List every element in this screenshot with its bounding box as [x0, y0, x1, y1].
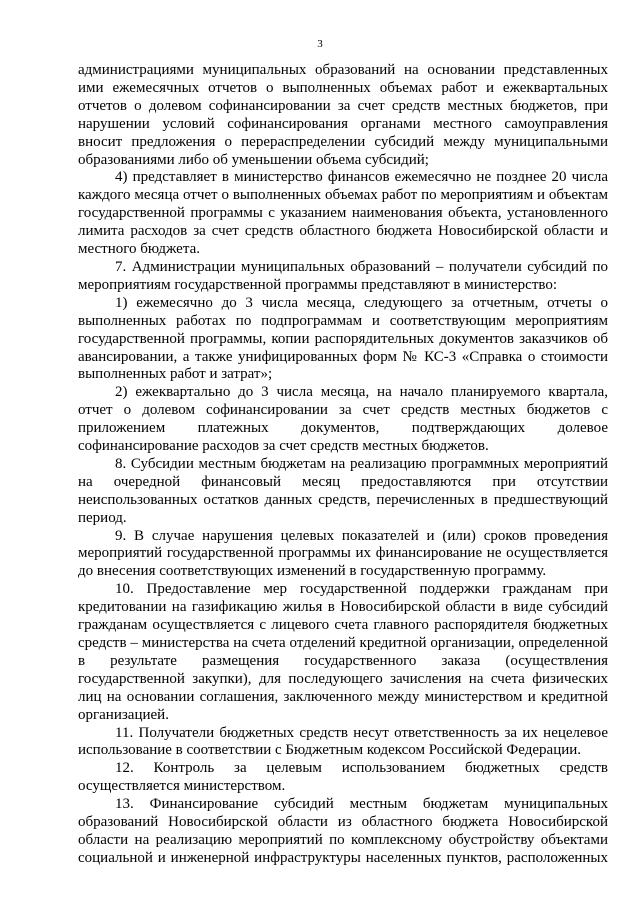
paragraph-section-9: 9. В случае нарушения целевых показателей и (или) сроков проведения мероприятий государственной программы их финансирование не осуществляется до внесения соответствующих изменений в государственную программу. [78, 527, 608, 580]
paragraph-section-8: 8. Субсидии местным бюджетам на реализацию программных мероприятий на очередной финансовый месяц предоставляются при отсутствии неиспользованных остатков данных средств, перечисленных в предшествующий период. [78, 455, 608, 526]
paragraph-continuation: администрациями муниципальных образований на основании представленных ими ежемесячных отчетов о выполненных объемах работ и ежеквартальных отчетов о долевом софинансировании за счет средств местных бюджетов, при нарушении условий софинансирования органами местного самоуправления вносит предложения о перераспределении субсидий между муниципальными образованиями либо об уменьшении объема субсидий; [78, 62, 608, 168]
paragraph-section-13: 13. Финансирование субсидий местным бюджетам муниципальных образований Новосибирской области из областного бюджета Новосибирской области на реализацию мероприятий по комплексному обустройству объектами социальной и инженерной инфраструктуры населенных пунктов, расположенных [78, 796, 608, 866]
paragraph-item-1: 1) ежемесячно до 3 числа месяца, следующего за отчетным, отчеты о выполненных работах по подпрограммам и соответствующим мероприятиям государственной программы, копии распорядительных документов заказчиков об авансировании, а также унифицированных форм № КС-3 «Справка о стоимости выполненных работ и затрат»; [78, 294, 608, 383]
paragraph-section-7: 7. Администрации муниципальных образований – получатели субсидий по мероприятиям государственной программы представляют в министерство: [78, 258, 608, 293]
paragraph-section-11: 11. Получатели бюджетных средств несут ответственность за их нецелевое использование в соответствии с Бюджетным кодексом Российской Федерации. [78, 724, 608, 759]
document-body [78, 62, 608, 868]
paragraph-item-2: 2) ежеквартально до 3 числа месяца, на начало планируемого квартала, отчет о долевом софинансировании за счет средств местных бюджетов с приложением платежных документов, подтверждающих долевое софинансирование расходов за счет средств местных бюджетов. [78, 384, 608, 455]
page-number: 3 [317, 38, 323, 50]
paragraph-section-10: 10. Предоставление мер государственной поддержки гражданам при кредитовании на газификацию жилья в Новосибирской области в виде субсидий гражданам осуществляется с лицевого счета главного распорядителя бюджетных средств – министерства на счета отделений кредитной организации, определенной в результате размещения государственного заказа (осуществления государственной закупки), для последующего зачисления на счета физических лиц на основании соглашения, заключенного между министерством и кредитной организацией. [78, 581, 608, 723]
paragraph-section-12: 12. Контроль за целевым использованием бюджетных средств осуществляется министерством. [78, 760, 608, 795]
paragraph-item-4: 4) представляет в министерство финансов ежемесячно не позднее 20 числа каждого месяца отчет о выполненных объемах работ по мероприятиям и объектам государственной программы с указанием наименования объекта, установленного лимита расходов за счет средств областного бюджета Новосибирской области и местного бюджета. [78, 169, 608, 258]
